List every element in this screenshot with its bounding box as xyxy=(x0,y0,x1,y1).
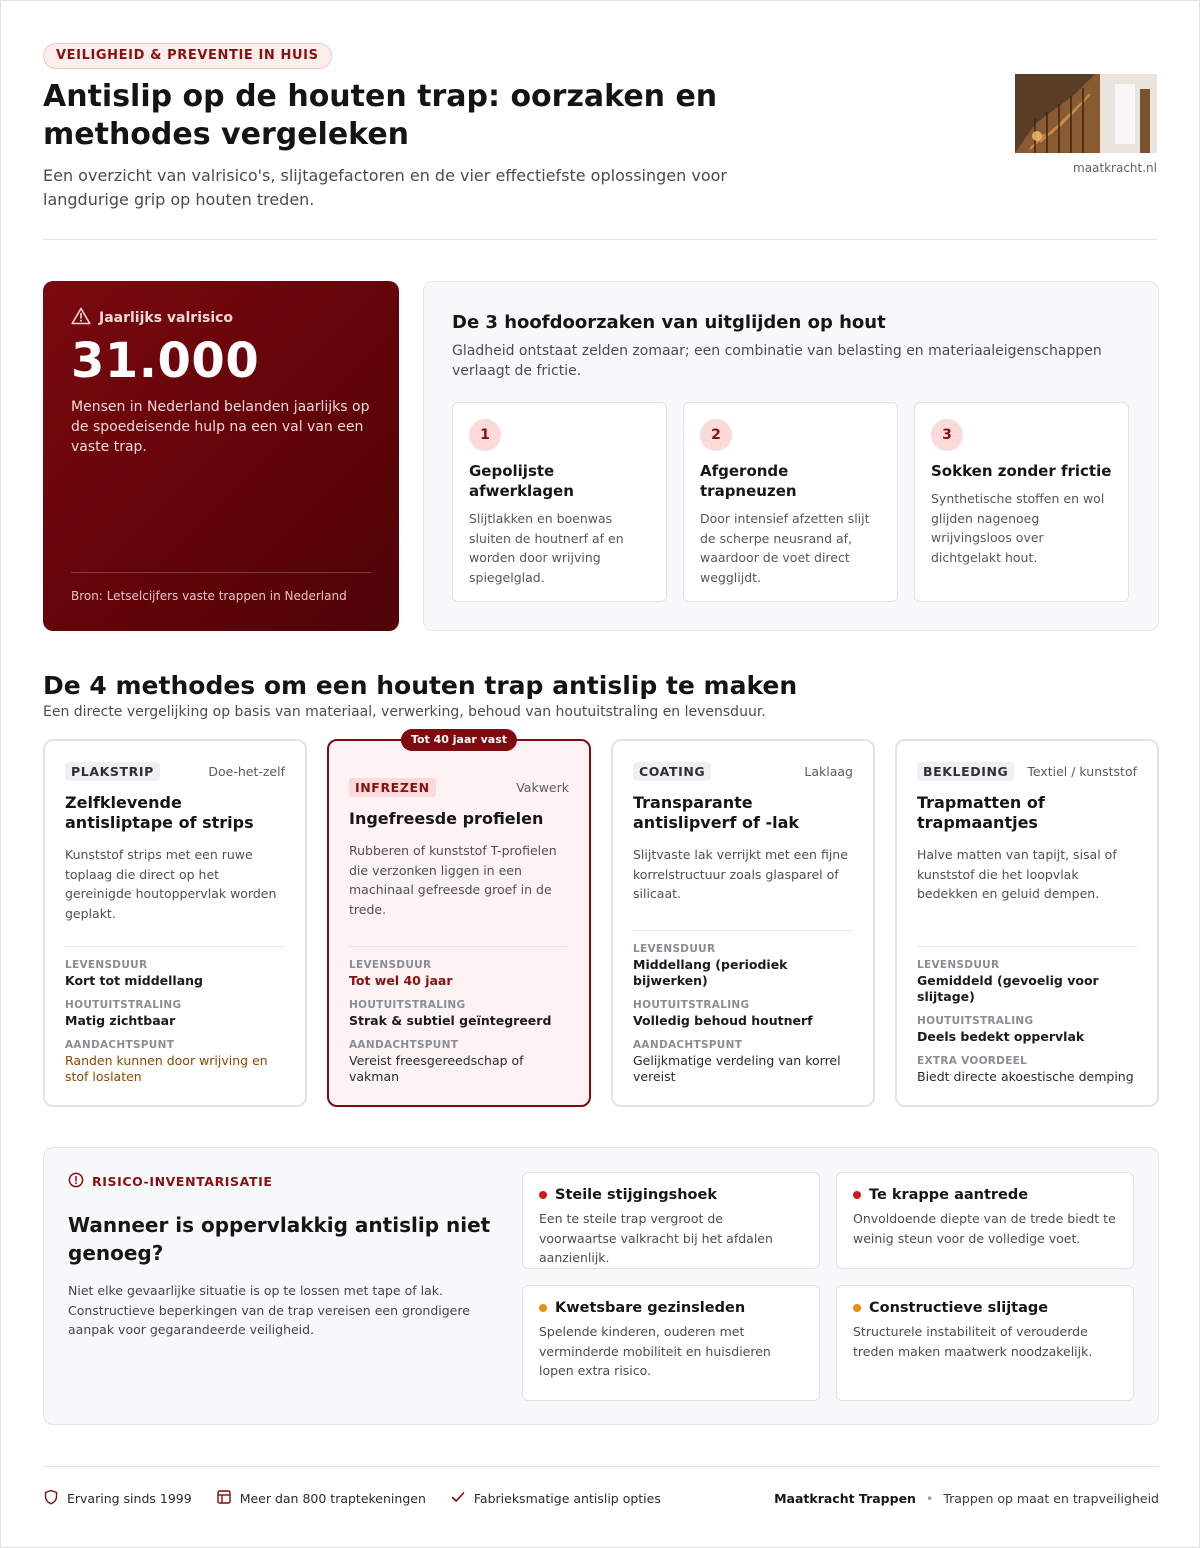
causes-title: De 3 hoofdoorzaken van uitglijden op hout xyxy=(452,312,886,333)
meta-label: LEVENSDUUR xyxy=(917,959,1000,971)
method-type: Doe-het-zelf xyxy=(208,763,285,779)
method-title: Zelfklevende antisliptape of strips xyxy=(65,793,254,832)
risk-factor-title: Constructieve slijtage xyxy=(869,1300,1049,1316)
footer-item xyxy=(450,1489,661,1508)
meta-value: Gelijkmatige verdeling van korrel vereist xyxy=(633,1053,841,1084)
risk-label xyxy=(71,307,371,329)
staircase-illustration xyxy=(1015,74,1157,153)
warning-triangle-icon xyxy=(71,307,91,329)
cause-number: 1 xyxy=(469,419,501,451)
risk-source: Bron: Letselcijfers vaste trappen in Nederland xyxy=(71,572,371,603)
footer xyxy=(43,1466,1159,1530)
brand-tagline: Trappen op maat en trapveiligheid xyxy=(943,1491,1159,1506)
cause-card xyxy=(683,402,898,602)
red-dot-icon xyxy=(539,1191,547,1199)
method-description: Slijtvaste lak verrijkt met een fijne korrelstructuur zoals glasparel of silicaat. xyxy=(633,847,848,901)
risk-factor-card xyxy=(522,1285,820,1401)
cause-card xyxy=(914,402,1129,602)
page-title: Antislip op de houten trap: oorzaken en methodes vergeleken xyxy=(43,79,718,152)
risk-label-text: Jaarlijks valrisico xyxy=(99,310,234,326)
overview-row xyxy=(43,281,1159,631)
orange-dot-icon xyxy=(539,1304,547,1312)
method-meta xyxy=(633,930,853,1085)
header-photo xyxy=(1015,74,1157,175)
method-category-pill: BEKLEDING xyxy=(917,762,1014,781)
method-meta xyxy=(65,946,285,1085)
meta-value: Vereist freesgereedschap of vakman xyxy=(349,1053,524,1084)
meta-value: Deels bedekt oppervlak xyxy=(917,1029,1085,1044)
causes-list xyxy=(452,402,1129,602)
cause-description: Door intensief afzetten slijt de scherpe neusrand af, waardoor de voet direct wegglijdt. xyxy=(700,511,870,585)
risk-factor-title: Steile stijgingshoek xyxy=(555,1187,717,1203)
meta-label: AANDACHTSPUNT xyxy=(349,1039,459,1051)
risk-inventory-panel xyxy=(43,1147,1159,1425)
method-type: Vakwerk xyxy=(516,779,569,795)
risk-factor-grid xyxy=(522,1172,1134,1401)
meta-label: HOUTUITSTRALING xyxy=(349,999,466,1011)
inventory-title: Wanneer is oppervlakkig antislip niet genoeg? xyxy=(68,1213,491,1265)
category-tag: VEILIGHEID & PREVENTIE IN HUIS xyxy=(43,43,332,69)
footer-item xyxy=(43,1489,192,1508)
meta-label: AANDACHTSPUNT xyxy=(633,1039,743,1051)
meta-value: Kort tot middellang xyxy=(65,973,203,988)
inventory-label-text: RISICO-INVENTARISATIE xyxy=(92,1174,273,1189)
method-card-bekleding xyxy=(895,739,1159,1107)
cause-number: 2 xyxy=(700,419,732,451)
meta-value: Middellang (periodiek bijwerken) xyxy=(633,957,788,988)
meta-value: Biedt directe akoestische demping xyxy=(917,1069,1134,1084)
footer-item xyxy=(216,1489,426,1508)
meta-value: Tot wel 40 jaar xyxy=(349,973,453,988)
photo-caption: maatkracht.nl xyxy=(1073,161,1157,175)
method-category-pill: INFREZEN xyxy=(349,778,436,797)
cause-number: 3 xyxy=(931,419,963,451)
risk-factor-card xyxy=(836,1285,1134,1401)
meta-label: HOUTUITSTRALING xyxy=(65,999,182,1011)
shield-icon xyxy=(43,1489,59,1508)
cause-title: Gepolijste afwerklagen xyxy=(469,462,574,500)
footer-highlights xyxy=(43,1489,661,1508)
method-description: Halve matten van tapijt, sisal of kunststof die het loopvlak bedekken en geluid dempen. xyxy=(917,847,1117,901)
methods-heading xyxy=(43,669,797,721)
footer-item-label: Meer dan 800 traptekeningen xyxy=(239,1491,426,1506)
meta-label: EXTRA VOORDEEL xyxy=(917,1055,1028,1067)
footer-item-label: Ervaring sinds 1999 xyxy=(67,1491,192,1506)
meta-value: Gemiddeld (gevoelig voor slijtage) xyxy=(917,973,1099,1004)
page-subtitle: Een overzicht van valrisico's, slijtagefactoren en de vier effectiefste oplossingen voor langdurige grip op houten treden. xyxy=(43,166,727,209)
cause-description: Synthetische stoffen en wol glijden nagenoeg wrijvingsloos over dichtgelakt hout. xyxy=(931,491,1105,565)
method-description: Kunststof strips met een ruwe toplaag die direct op het gereinigde houtoppervlak worden geplakt. xyxy=(65,847,277,921)
cause-title: Afgeronde trapneuzen xyxy=(700,462,797,500)
meta-label: HOUTUITSTRALING xyxy=(917,1015,1034,1027)
risk-factor-card xyxy=(522,1172,820,1269)
method-card-infrezen xyxy=(327,733,591,1107)
red-dot-icon xyxy=(853,1191,861,1199)
meta-value: Randen kunnen door wrijving en stof loslaten xyxy=(65,1053,268,1084)
meta-value: Matig zichtbaar xyxy=(65,1013,176,1028)
causes-panel xyxy=(423,281,1159,631)
risk-factor-description: Structurele instabiliteit of verouderde treden maken maatwerk noodzakelijk. xyxy=(853,1324,1093,1359)
risk-factor-description: Een te steile trap vergroot de voorwaartse valkracht bij het afdalen aanzienlijk. xyxy=(539,1211,773,1265)
alert-circle-icon xyxy=(68,1172,84,1191)
meta-value: Volledig behoud houtnerf xyxy=(633,1013,813,1028)
method-meta xyxy=(917,946,1137,1085)
cause-description: Slijtlakken en boenwas sluiten de houtnerf af en worden door wrijving spiegelglad. xyxy=(469,511,624,585)
header xyxy=(43,1,1157,240)
method-card-plakstrip xyxy=(43,739,307,1107)
method-type: Textiel / kunststof xyxy=(1027,763,1137,779)
method-title: Transparante antislipverf of -lak xyxy=(633,793,800,832)
risk-factor-description: Spelende kinderen, ouderen met verminderde mobiliteit en huisdieren lopen extra risico. xyxy=(539,1324,771,1378)
risk-factor-description: Onvoldoende diepte van de trede biedt te weinig steun voor de volledige voet. xyxy=(853,1211,1116,1246)
meta-label: LEVENSDUUR xyxy=(349,959,432,971)
method-description: Rubberen of kunststof T-profielen die verzonken liggen in een machinaal gefreesde groef in de trede. xyxy=(349,843,557,917)
risk-factor-title: Te krappe aantrede xyxy=(869,1187,1029,1203)
meta-label: LEVENSDUUR xyxy=(65,959,148,971)
risk-factor-title: Kwetsbare gezinsleden xyxy=(555,1300,746,1316)
risk-number: 31.000 xyxy=(71,333,260,389)
method-category-pill: PLAKSTRIP xyxy=(65,762,160,781)
meta-label: LEVENSDUUR xyxy=(633,943,716,955)
method-title: Ingefreesde profielen xyxy=(349,809,544,828)
featured-badge: Tot 40 jaar vast xyxy=(401,729,517,751)
cause-card xyxy=(452,402,667,602)
meta-label: HOUTUITSTRALING xyxy=(633,999,750,1011)
methods-list xyxy=(43,733,1159,1107)
check-icon xyxy=(450,1489,466,1508)
risk-description: Mensen in Nederland belanden jaarlijks op de spoedeisende hulp na een val van een vaste trap. xyxy=(71,399,370,455)
methods-subtitle: Een directe vergelijking op basis van materiaal, verwerking, behoud van houtuitstraling en levensduur. xyxy=(43,704,766,720)
causes-subtitle: Gladheid ontstaat zelden zomaar; een combinatie van belasting en materiaaleigenschappen verlaagt de frictie. xyxy=(452,343,1102,379)
blueprint-icon xyxy=(216,1489,232,1508)
meta-value: Strak & subtiel geïntegreerd xyxy=(349,1013,552,1028)
method-category-pill: COATING xyxy=(633,762,711,781)
risk-factor-card xyxy=(836,1172,1134,1269)
method-meta xyxy=(349,946,569,1085)
cause-title: Sokken zonder frictie xyxy=(931,462,1112,480)
footer-brand xyxy=(774,1491,1159,1506)
orange-dot-icon xyxy=(853,1304,861,1312)
method-card-coating xyxy=(611,739,875,1107)
brand-name: Maatkracht Trappen xyxy=(774,1491,916,1506)
methods-title: De 4 methodes om een houten trap antislip te maken xyxy=(43,671,798,700)
footer-item-label: Fabrieksmatige antislip opties xyxy=(473,1491,661,1506)
risk-card xyxy=(43,281,399,631)
method-type: Laklaag xyxy=(804,763,853,779)
staircase-photo xyxy=(1015,74,1157,153)
inventory-description: Niet elke gevaarlijke situatie is op te lossen met tape of lak. Constructieve beperkingen van de trap vereisen een grondigere aanpak voor gegarandeerde veiligheid. xyxy=(68,1283,470,1337)
footer-separator: • xyxy=(925,1491,934,1506)
meta-label: AANDACHTSPUNT xyxy=(65,1039,175,1051)
method-title: Trapmatten of trapmaantjes xyxy=(917,793,1045,832)
